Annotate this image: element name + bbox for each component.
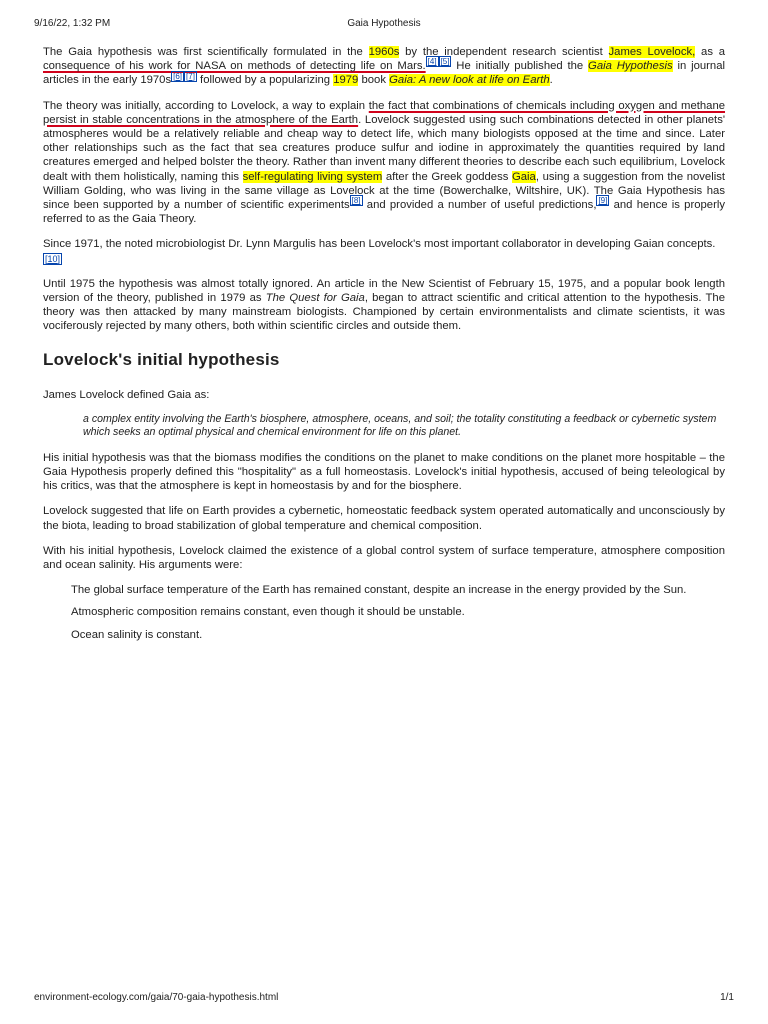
text: The theory was initially, according to Lovelock, a way to explain xyxy=(43,99,369,112)
text: He initially published the xyxy=(451,60,589,73)
paragraph-cybernetic: Lovelock suggested that life on Earth provides a cybernetic, homeostatic feedback system operated automatically and unconsciously by the biota, leading to broad stabilization of global temperature and chemical composition. xyxy=(43,505,725,532)
citation-link[interactable]: [6] xyxy=(173,71,183,81)
underline-chemicals: the fact that combinations of chemicals including oxygen and methane persist in stable concentrations in the atmosphere of the Earth xyxy=(43,99,726,126)
definition-quote: a complex entity involving the Earth's biosphere, atmosphere, oceans, and soil; the totality constituting a feedback or cybernetic system which seeks an optimal physical and chemical environment for life on this planet. xyxy=(83,412,717,439)
text: . Lovelock suggested using such combinations detected in other planets' atmospheres would be a relatively reliable and cheap way to detect life, which many biologists opposed at the time and since. Later other relationships such as the fact that sea creatures produce sulfur and iodine in approximately the quantities required by land creatures emerged and helped bolster the theory. Rather than invent many different theories to describe each such equilibrium, Lovelock dealt with them holistically, naming this xyxy=(43,113,725,183)
text: book xyxy=(358,74,390,87)
paragraph-theory xyxy=(43,99,725,227)
text: followed by a popularizing xyxy=(196,74,334,87)
underline-nasa: consequence of his work for NASA on methods of detecting life on Mars. xyxy=(43,60,426,73)
page-url: environment-ecology.com/gaia/70-gaia-hypothesis.html xyxy=(34,992,279,1003)
text: by the independent research scientist xyxy=(399,46,609,58)
highlight-1979: 1979 xyxy=(333,74,359,87)
text: . xyxy=(549,74,553,87)
text: and hence is properly referred to as the Gaia Theory. xyxy=(43,199,725,226)
text: The Gaia hypothesis was first scientifically formulated in the xyxy=(43,46,369,58)
highlight-book-title: Gaia: A new look at life on Earth xyxy=(389,74,550,87)
page-number: 1/1 xyxy=(720,992,734,1003)
article-body xyxy=(43,45,725,650)
text: , using a suggestion from the novelist William Golding, who was living in the same village as Lovelock at the time (Bowerchalke, Wiltshire, UK). The Gaia Hypothesis has since been supported by a number of scientific experiments xyxy=(43,170,726,212)
paragraph-history xyxy=(43,277,725,334)
highlight-gaia-hypothesis: Gaia Hypothesis xyxy=(588,60,673,73)
book-title: The Quest for Gaia xyxy=(265,292,365,305)
text: , began to attract scientific and critical attention to the hypothesis. The theory was then attacked by many mainstream biologists. Championed by certain environmentalists and climate scientists, it was vociferously rejected by many others, both within scientific circles and outside them. xyxy=(43,292,725,333)
argument-item: Atmospheric composition remains constant, even though it should be unstable. xyxy=(71,606,465,619)
print-title: Gaia Hypothesis xyxy=(347,18,421,29)
print-footer xyxy=(34,992,734,1006)
text: as a xyxy=(695,46,726,58)
text: in journal articles in the early 1970s xyxy=(43,60,725,87)
paragraph-initial: His initial hypothesis was that the biomass modifies the conditions on the planet to make conditions on the planet more hospitable – the Gaia Hypothesis properly defined this "hospitality" as a full homeostasis. Lovelock's initial hypothesis, accused of being teleological by his critics, was that the atmosphere is kept in homeostasis by and for the biosphere. xyxy=(43,451,725,493)
citation-link[interactable]: [8] xyxy=(351,196,361,206)
citation-link[interactable]: [9] xyxy=(598,196,608,206)
citation-link[interactable]: [7] xyxy=(186,71,195,81)
highlight-self-regulating: self-regulating living system xyxy=(242,170,383,183)
print-datetime: 9/16/22, 1:32 PM xyxy=(34,18,111,29)
arguments-list xyxy=(43,583,725,642)
argument-item: The global surface temperature of the Earth has remained constant, despite an increase in the energy provided by the Sun. xyxy=(71,584,687,597)
print-header xyxy=(34,18,734,32)
citation-link[interactable]: [10] xyxy=(45,253,61,264)
citation-link[interactable]: [5] xyxy=(440,57,450,67)
paragraph-margulis xyxy=(43,237,725,265)
highlight-james-lovelock: James Lovelock, xyxy=(608,46,696,58)
text: Since 1971, the noted microbiologist Dr. Lynn Margulis has been Lovelock's most important collaborator in developing Gaian concepts. xyxy=(43,238,716,251)
citation-link[interactable]: [4] xyxy=(427,57,437,67)
argument-item: Ocean salinity is constant. xyxy=(71,628,203,641)
highlight-1960s: 1960s xyxy=(368,46,400,58)
paragraph-intro xyxy=(43,45,725,88)
text: Until 1975 the hypothesis was almost totally ignored. An article in the New Scientist of February 15, 1975, and a popular book length version of the theory, published in 1979 as xyxy=(43,277,725,305)
text: after the Greek goddess xyxy=(382,170,512,183)
paragraph-claims: With his initial hypothesis, Lovelock claimed the existence of a global control system of surface temperature, atmosphere composition and ocean salinity. His arguments were: xyxy=(43,544,725,572)
section-heading: Lovelock's initial hypothesis xyxy=(43,349,280,369)
paragraph-defined: James Lovelock defined Gaia as: xyxy=(43,388,210,401)
highlight-gaia: Gaia xyxy=(511,170,536,183)
text: and provided a number of useful predictions, xyxy=(362,199,597,212)
